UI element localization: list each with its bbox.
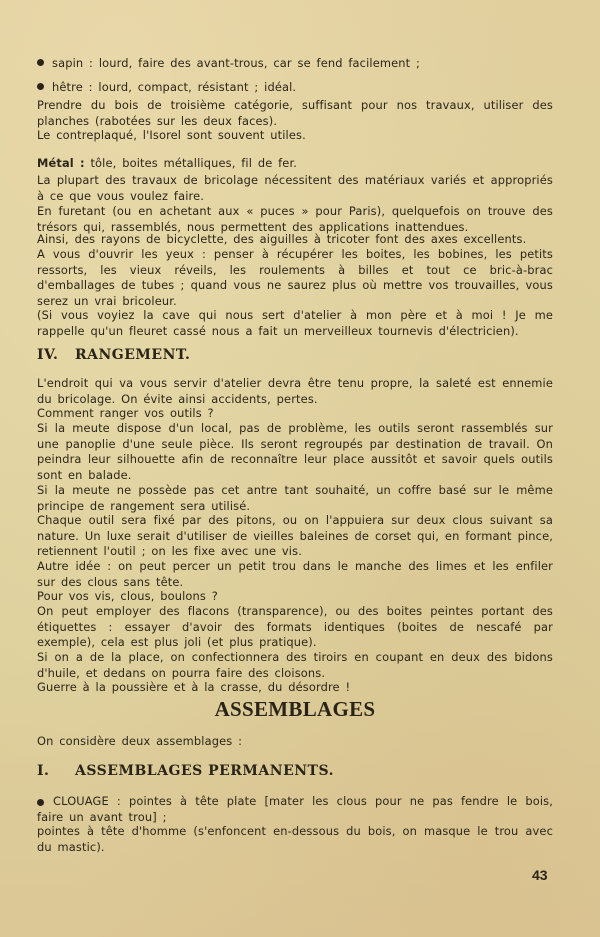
paragraph-cave: (Si vous voyiez la cave qui nous sert d'atelier à mon père et à moi ! Je me rappelle qu'un fleuret cassé nous a fait un merveilleux tournevis d'électricien). xyxy=(37,308,553,338)
section-number: IV. xyxy=(37,347,59,363)
bullet-text: pointes à tête plate [mater les clous pour ne pas fendre le bois, faire un avant trou] ; xyxy=(37,794,554,824)
paragraph-rangement-3: Si la meute ne possède pas cet antre tant souhaité, un coffre basé sur le même principe de rangement sera utilisé. xyxy=(37,483,553,513)
paragraph-wood-category: Prendre du bois de troisième catégorie, suffisant pour nos travaux, utiliser des planches (rabotées sur les deux faces). xyxy=(37,98,553,128)
bullet-label: hêtre : xyxy=(52,80,93,94)
bullet-clouage xyxy=(37,794,553,825)
bullet-text: lourd, compact, résistant ; idéal. xyxy=(92,80,297,94)
paragraph-rangement-0: L'endroit qui va vous servir d'atelier devra être tenu propre, la saleté est ennemie du bricolage. On évite ainsi accidents, pertes. xyxy=(37,376,553,406)
section-title: ASSEMBLAGES PERMANENTS. xyxy=(75,763,334,779)
paragraph-rangement-8: Si on a de la place, on confectionnera des tiroirs en coupant en deux des bidons d'huile, et dedans on pourra faire des cloisons. xyxy=(37,650,553,680)
paragraph-bicycle: Ainsi, des rayons de bicyclette, des aiguilles à tricoter font des axes excellents. xyxy=(37,232,527,246)
bullet-icon xyxy=(37,799,44,806)
bullet-text: lourd, faire des avant-trous, car se fend facilement ; xyxy=(93,56,421,70)
bullet-sapin xyxy=(37,56,553,72)
paragraph-flea-market: En furetant (ou en achetant aux « puces » pour Paris), quelquefois on trouve des trésors qui, rassemblés, nous permettent des applications inattendues. xyxy=(37,204,553,234)
paragraph-materials: La plupart des travaux de bricolage nécessitent des matériaux variés et appropriés à ce que vous voulez faire. xyxy=(37,173,553,203)
paragraph-rangement-4: Chaque outil sera fixé par des pitons, ou on l'appuiera sur deux clous suivant sa nature. Un luxe serait d'utiliser de vieilles baleines de corset qui, en formant pince, retiennent l'outil ; on les fixe avec une vis. xyxy=(37,513,553,559)
section-title: RANGEMENT. xyxy=(75,347,191,363)
paragraph-rangement-2: Si la meute dispose d'un local, pas de problème, les outils seront rassemblés sur une panoplie d'une seule pièce. Ils seront regroupés par destination de travail. On peindra leur silhouette afin de reconnaître leur place aussitôt et savoir quels outils sont en balade. xyxy=(37,421,553,482)
paragraph-open-eyes: A vous d'ouvrir les yeux : penser à récupérer les boites, les bobines, les petits ressorts, les vieux réveils, les roulements à billes et tout ce bric-à-brac d'emballages de tubes ; quand vous ne saurez plus où mettre vos trouvailles, vous serez un vrai bricoleur. xyxy=(37,247,553,308)
paragraph-rangement-5: Autre idée : on peut percer un petit trou dans le manche des limes et les enfiler sur des clous sans tête. xyxy=(37,559,553,589)
paragraph-assemblages-intro: On considère deux assemblages : xyxy=(37,734,243,748)
section-heading-assemblages-permanents xyxy=(37,763,553,779)
paragraph-rangement-6: Pour vos vis, clous, boulons ? xyxy=(37,589,218,603)
section-heading-rangement xyxy=(37,347,553,363)
paragraph-plywood: Le contreplaqué, l'Isorel sont souvent utiles. xyxy=(37,128,306,142)
paragraph-clouage-continuation: pointes à tête d'homme (s'enfoncent en-dessous du bois, on masque le trou avec du mastic). xyxy=(37,824,553,854)
bullet-hetre xyxy=(37,80,553,96)
bullet-icon xyxy=(37,59,44,66)
bullet-label: sapin : xyxy=(52,56,94,70)
metal-text: tôle, boites métalliques, fil de fer. xyxy=(84,156,298,170)
page-number: 43 xyxy=(532,867,548,883)
paragraph-metal xyxy=(37,156,553,172)
paragraph-rangement-7: On peut employer des flacons (transparence), ou des boites peintes portant des étiquettes : essayer d'avoir des formats identiques (boites de nescafé par exemple), cela est plus joli (et plus pratique). xyxy=(37,604,553,650)
section-number: I. xyxy=(37,763,50,779)
paragraph-rangement-1: Comment ranger vos outils ? xyxy=(37,406,214,420)
metal-label: Métal : xyxy=(37,156,85,170)
bullet-label: CLOUAGE : xyxy=(53,794,121,808)
bullet-icon xyxy=(37,83,44,90)
paragraph-rangement-9: Guerre à la poussière et à la crasse, du désordre ! xyxy=(37,680,351,694)
chapter-title: ASSEMBLAGES xyxy=(214,697,376,721)
